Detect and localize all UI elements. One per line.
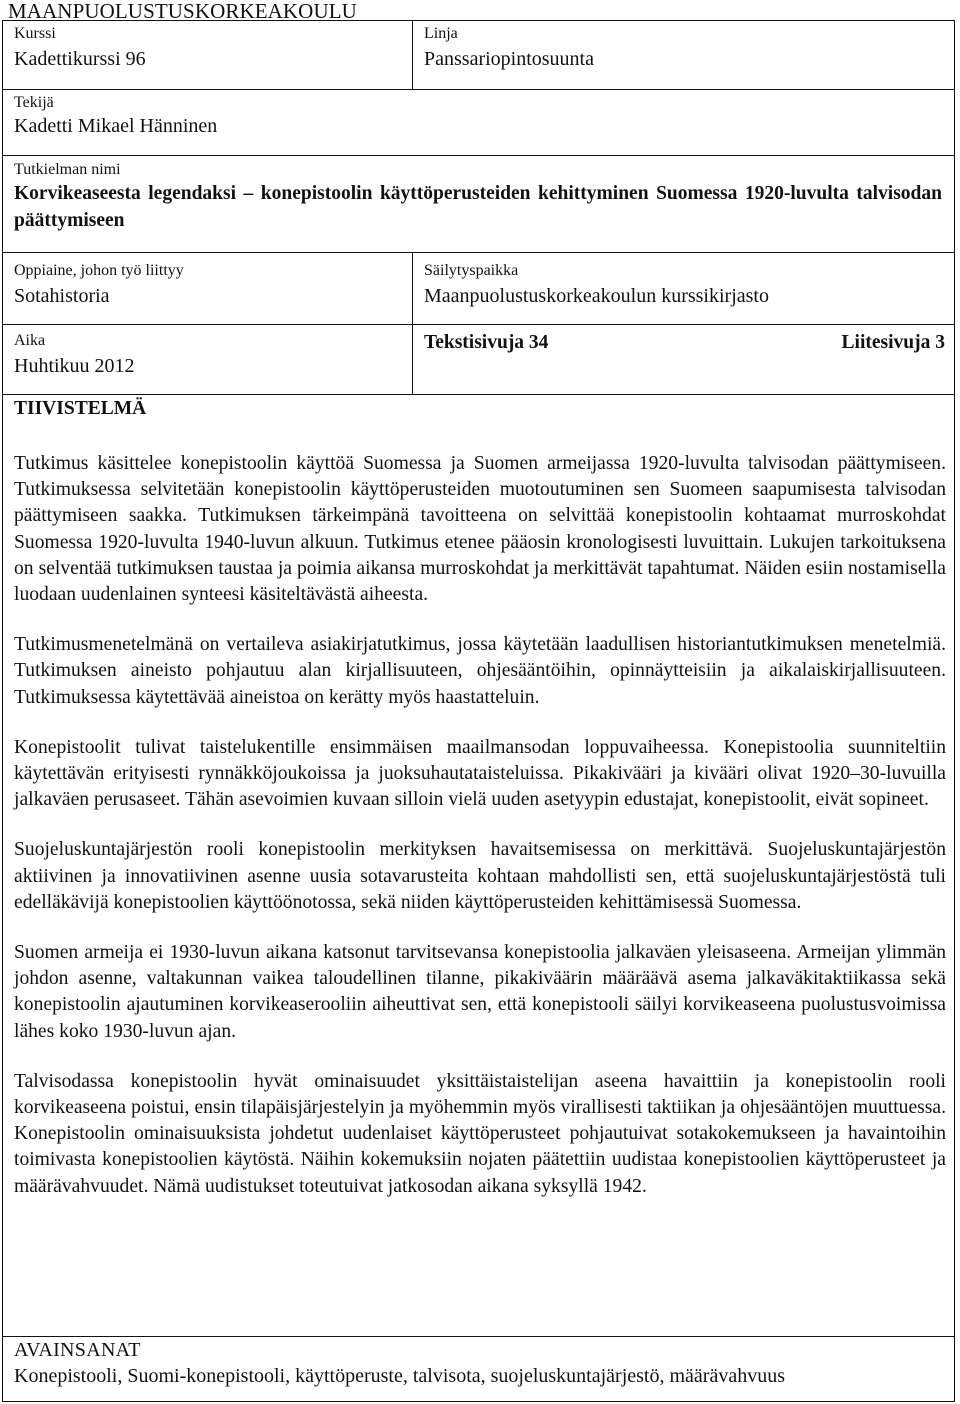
time-cell	[14, 331, 135, 379]
course-value: Kadettikurssi 96	[14, 48, 146, 70]
divider	[2, 89, 955, 90]
line-cell	[424, 24, 594, 72]
thesis-title: Korvikeaseesta legendaksi – konepistoolin käyttöperusteiden kehittyminen Suomessa 1920-luvulta talvisodan päättymiseen	[14, 183, 942, 231]
institution-title: MAANPUOLUSTUSKORKEAKOULU	[8, 0, 357, 23]
divider	[2, 252, 955, 253]
divider	[2, 155, 955, 156]
line-label: Linja	[424, 25, 458, 42]
abstract-paragraph: Talvisodassa konepistoolin hyvät ominaisuudet yksittäistaistelijan aseena havaittiin ja konepistoolin rooli korvikeaseena poistui, ensin tilapäisjärjestelyin ja myöhemmin myös virallisesti taktiikan ja ohjesääntöjen muuttuessa. Konepistoolin ominaisuuksista johdetut uudenlaiset käyttöperusteet pohjautuivat sotakokemukseen ja havaintoihin toimivasta konepistoolien käytöstä. Näihin kokemuksiin nojaten päätettiin uudistaa konepistoolien käyttöperusteet ja määrävahvuudet. Nämä uudistukset toteutuivat jatkosodan aikana syksyllä 1942.	[14, 1070, 946, 1197]
thesis-label: Tutkielman nimi	[14, 161, 121, 178]
line-value: Panssariopintosuunta	[424, 48, 594, 70]
keywords-label: AVAINSANAT	[14, 1339, 141, 1361]
storage-cell	[424, 261, 769, 309]
author-value: Kadetti Mikael Hänninen	[14, 115, 218, 137]
text-pages: Tekstisivuja 34	[424, 332, 549, 353]
abstract-paragraph: Suomen armeija ei 1930-luvun aikana katsonut tarvitsevansa konepistoolia jalkaväen yleisaseena. Armeijan ylimmän johdon asenne, valtakunnan vaikea taloudellinen tilanne, pikakiväärin määräävä asema jalkaväkitaktiikassa sekä konepistoolin ajautuminen korvikeaserooliin aiheuttivat sen, että konepistooli säilyi korvikeaseena puolustusvoimissa lähes koko 1930-luvun ajan.	[14, 942, 946, 1042]
abstract-paragraph: Tutkimus käsittelee konepistoolin käyttöä Suomessa ja Suomen armeijassa 1920-luvulta talvisodan päättymiseen. Tutkimuksessa selvitetään konepistoolin käyttöperusteiden muotoutuminen sen Suomeen saapumisesta talvisodan päättymiseen saakka. Tutkimuksen tärkeimpänä tavoitteena on selvittää konepistoolin kohtaamat murroskohdat Suomessa 1920-luvulta 1940-luvun alkuun. Tutkimus etenee pääosin kronologisesti luvuittain. Lukujen tarkoituksena on selventää tutkimuksen taustaa ja poimia aikansa murroskohdat ja merkittävät tapahtumat. Näiden esiin nostamisella luodaan uudenlainen synteesi käsiteltävästä aiheesta.	[14, 453, 946, 606]
time-label: Aika	[14, 332, 46, 349]
appendix-pages: Liitesivuja 3	[841, 332, 945, 353]
time-value: Huhtikuu 2012	[14, 355, 135, 377]
divider	[2, 394, 955, 395]
abstract-paragraph: Konepistoolit tulivat taistelukentille ensimmäisen maailmansodan loppuvaiheessa. Konepistoolia suunniteltiin käytettävän erityisesti rynnäkköjoukoissa ja juoksuhautataisteluissa. Pikakivääri ja kivääri olivat 1920–30-luvuilla jalkaväen perusaseet. Tähän asevoimien kuvaan silloin vielä uuden asetyypin edustajat, konepistoolit, eivät sopineet.	[14, 736, 946, 811]
abstract-paragraph: Suojeluskuntajärjestön rooli konepistoolin merkityksen havaitsemisessa on merkittävä. Suojeluskuntajärjestön aktiivinen ja innovatiivinen asenne uusia sotavarusteita kohtaan mahdollisti sen, että suojeluskuntajärjestöstä tuli edelläkävijä konepistoolien käyttöönotossa, sekä niiden käyttöperusteiden kehittämisessä Suomessa.	[14, 839, 946, 913]
subject-label: Oppiaine, johon työ liittyy	[14, 262, 184, 279]
abstract-body	[14, 451, 946, 1224]
storage-label: Säilytyspaikka	[424, 262, 519, 279]
abstract-heading: TIIVISTELMÄ	[14, 398, 147, 419]
divider	[412, 252, 413, 395]
subject-value: Sotahistoria	[14, 285, 110, 307]
course-label: Kurssi	[14, 25, 56, 42]
author-label: Tekijä	[14, 94, 54, 111]
storage-value: Maanpuolustuskorkeakoulun kurssikirjasto	[424, 285, 769, 307]
divider	[2, 324, 955, 325]
author-cell	[14, 93, 217, 139]
keywords-value: Konepistooli, Suomi-konepistooli, käyttöperuste, talvisota, suojeluskuntajärjestö, määrävahvuus	[14, 1365, 785, 1387]
divider	[2, 1336, 955, 1337]
divider	[412, 20, 413, 90]
course-cell	[14, 24, 146, 72]
subject-cell	[14, 261, 184, 309]
thesis-cell	[14, 160, 942, 234]
abstract-paragraph: Tutkimusmenetelmänä on vertaileva asiakirjatutkimus, jossa käytetään laadullisen historiantutkimuksen menetelmiä. Tutkimuksen aineisto pohjautuu alan kirjallisuuteen, ohjesääntöihin, opinnäytteisiin ja aikalaiskirjallisuuteen. Tutkimuksessa käytettävää aineistoa on kerätty myös haastatteluin.	[14, 634, 946, 708]
